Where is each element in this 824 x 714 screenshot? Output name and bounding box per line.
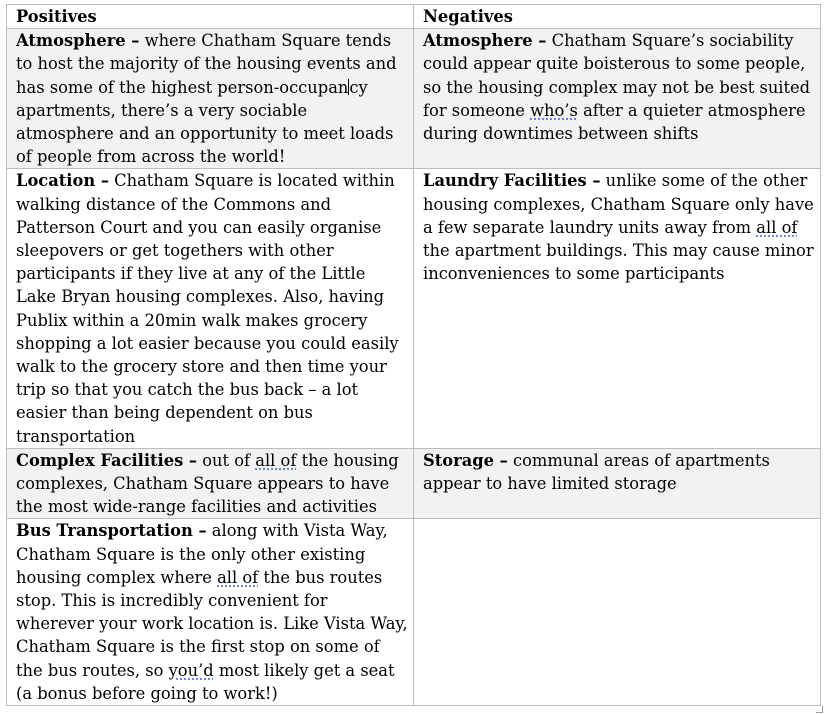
cell-label: Atmosphere – [16, 31, 140, 51]
header-row [7, 5, 821, 29]
cell-label: Complex Facilities – [16, 450, 198, 470]
cell-label: Bus Transportation – [16, 521, 207, 541]
cell-text: communal areas of apartments appear to have limited storage [423, 450, 770, 494]
cell-text: after a quieter atmosphere during downtimes between shifts [423, 100, 806, 144]
positive-cell-bus-transportation[interactable] [7, 519, 414, 706]
table-row [7, 169, 821, 448]
table-row [7, 448, 821, 519]
positive-cell-complex-facilities[interactable] [7, 448, 414, 519]
spellcheck-flagged-word[interactable]: all of [217, 567, 259, 587]
table-row [7, 29, 821, 169]
spellcheck-flagged-word[interactable]: who’s [530, 100, 578, 120]
header-positives: Positives [7, 5, 414, 29]
cell-text: out of [197, 450, 256, 470]
cell-text: the bus routes stop. This is incredibly convenient for wherever your work location is. Like Vista Way, Chatham Square is the first stop on some of the bus routes, so [16, 567, 408, 680]
negative-cell-atmosphere[interactable] [414, 29, 821, 169]
header-negatives: Negatives [414, 5, 821, 29]
table-resize-handle[interactable] [816, 706, 823, 713]
positive-cell-location[interactable] [7, 169, 414, 448]
cell-text: unlike some of the other housing complexes, Chatham Square only have a few separate laundry units away from [423, 171, 814, 237]
positive-cell-atmosphere[interactable] [7, 29, 414, 169]
cell-text: the housing complexes, Chatham Square appears to have the most wide-range facilities and activities [16, 450, 399, 517]
negative-cell-empty[interactable] [414, 519, 821, 706]
cell-label: Location – [16, 171, 109, 191]
spellcheck-flagged-word[interactable]: you’d [168, 660, 214, 680]
pros-cons-table [6, 4, 821, 706]
cell-label: Storage – [423, 450, 508, 470]
table-row [7, 519, 821, 706]
spellcheck-flagged-word[interactable]: all of [255, 450, 297, 470]
cell-label: Laundry Facilities – [423, 171, 601, 191]
cell-text: most likely get a seat (a bonus before going to work!) [16, 660, 395, 703]
spellcheck-flagged-word[interactable]: all of [756, 217, 798, 237]
cell-text: along with Vista Way, Chatham Square is the only other existing housing complex where [16, 521, 388, 587]
negative-cell-storage[interactable] [414, 448, 821, 519]
cell-text: cy apartments, there’s a very sociable atmosphere and an opportunity to meet loads of people from across the world! [16, 77, 394, 167]
cell-label: Atmosphere – [423, 31, 547, 51]
negative-cell-laundry[interactable] [414, 169, 821, 448]
cell-text: where Chatham Square tends to host the majority of the housing events and has some of the highest person-occupan [16, 31, 397, 97]
cell-text: the apartment buildings. This may cause minor inconveniences to some participants [423, 241, 814, 284]
cell-text: Chatham Square’s sociability could appear quite boisterous to some people, so the housing complex may not be best suited for someone [423, 31, 811, 120]
cell-text: Chatham Square is located within walking distance of the Commons and Patterson Court and you can easily organise sleepovers or get togethers with other participants if they live at any of the Little Lake Bryan housing complexes. Also, having Publix within a 20min walk makes grocery shopping a lot easier because you could easily walk to the grocery store and then time your trip so that you catch the bus back – a lot easier than being dependent on bus transportation [16, 171, 399, 446]
